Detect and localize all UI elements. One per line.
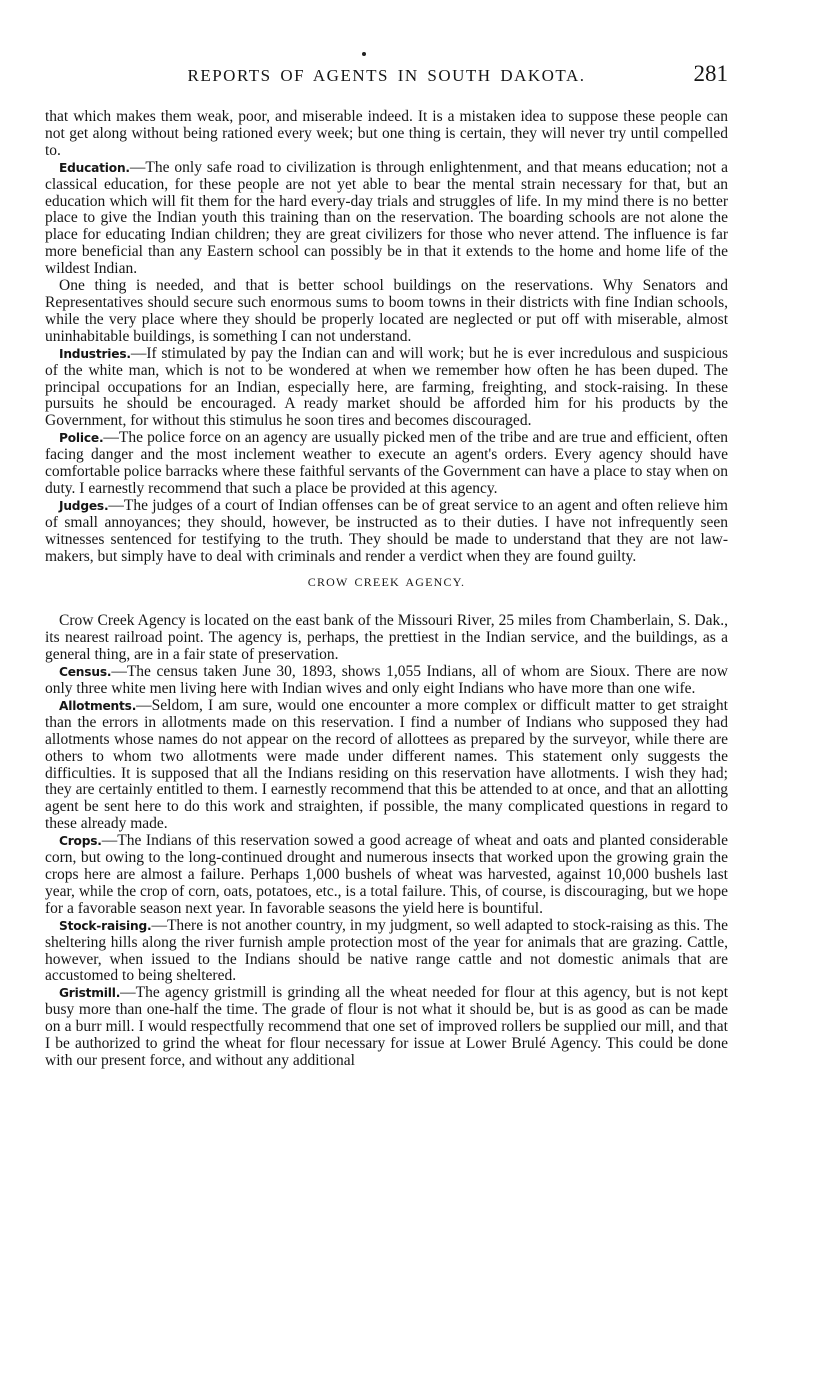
paragraph-text: —The police force on an agency are usually picked men of the tribe and are true and efficient, often facing danger and the most inclement weather to execute an agent's orders. Every agency should have comfortable police barracks where these faithful servants of the Government can have a place to stay when on duty. I earnestly recommend that such a place be provided at this agency. [45, 429, 729, 497]
paragraph-gristmill [45, 985, 728, 1070]
paragraph-text: —If stimulated by pay the Indian can and will work; but he is ever incredulous and suspicious of the white man, which is not to be wondered at when we remember how often he has been duped. The principal occupations for an Indian, especially here, are farming, freighting, and stock-raising. In these pursuits he should be encouraged. A ready market should be afforded him for his products by the Government, for without this stimulus he soon tires and becomes discouraged. [45, 344, 728, 430]
paragraph-text: —The judges of a court of Indian offenses can be of great service to an agent and often relieve him of small annoyances; they should, however, be instructed as to their duties. I have not infrequently seen witnesses sentenced for testifying to the truth. They should be made to understand that they are not law-makers, but simply have to deal with criminals and render a verdict when they are found guilty. [45, 496, 728, 565]
paragraph-text: —Seldom, I am sure, would one encounter a more complex or difficult matter to get straight than the errors in allotments made on this reservation. I find a number of Indians who supposed they had allotments whose names do not appear on the record of allottees as prepared by the surveyor, while there are others to whom two allotments were made under different names. This statement only suggests the difficulties. It is supposed that all the Indians residing on this reservation have allotments. I wish they had; they are certainly entitled to them. I earnestly recommend that this be attended to at once, and that an allotting agent be sent here to do this work and straighten, if possible, the many complicated questions in regard to these already made. [45, 696, 728, 833]
paragraph-police [45, 430, 728, 498]
section-title: CROW CREEK AGENCY. [307, 575, 466, 590]
paragraph-education [45, 160, 728, 278]
side-heading-gristmill: Gristmill. [59, 986, 121, 1001]
side-heading-stock-raising: Stock-raising. [59, 918, 152, 933]
side-heading-census: Census. [59, 665, 112, 680]
paragraph-judges [45, 498, 728, 566]
side-heading-crops: Crops. [59, 834, 102, 849]
paragraph-industries [45, 346, 728, 431]
side-heading-industries: Industries. [59, 346, 131, 361]
paragraph-text: —The agency gristmill is grinding all the wheat needed for flour at this agency, but is not kept busy more than one-half the time. The grade of flour is not what it should be, but is as good as can be made on a burr mill. I would respectfully recommend that one set of improved rollers be supplied our mill, and that I be authorized to grind the wheat for flour necessary for issue at Lower Brulé Agency. This could be done with our present force, and without any additional [45, 984, 728, 1069]
side-heading-education: Education. [59, 160, 130, 175]
body-text [45, 109, 728, 1070]
side-heading-allotments: Allotments. [59, 698, 137, 713]
side-heading-judges: Judges. [59, 498, 109, 513]
paragraph-census [45, 664, 728, 698]
document-page [45, 52, 728, 1070]
paragraph-allotments [45, 698, 728, 833]
paragraph-crops [45, 833, 728, 918]
paragraph-text: —The census taken June 30, 1893, shows 1,055 Indians, all of whom are Sioux. There are now only three white men living here with Indian wives and only eight Indians who have more than one wife. [45, 663, 728, 697]
paragraph-stock-raising [45, 918, 728, 986]
side-heading-police: Police. [59, 431, 104, 446]
paragraph-school-buildings [45, 278, 728, 346]
paragraph-continuation [45, 109, 728, 160]
paragraph-text: —The Indians of this reservation sowed a good acreage of wheat and oats and planted considerable corn, but owing to the long-continued drought and numerous insects that worked upon the growing grain the crops here are almost a failure. Perhaps 1,000 bushels of wheat was harvested, against 10,000 bushels last year, while the crop of corn, oats, potatoes, etc., is a total failure. This, of course, is discouraging, but we hope for a favorable season next year. In favorable seasons the yield here is bountiful. [45, 832, 728, 917]
paragraph-text: —The only safe road to civilization is through enlightenment, and that means education; not a classical education, for these people are not yet able to bear the mental strain necessary for that, but an education which will fit them for the hard every-day trials and struggles of life. In my mind there is no better place to give the Indian youth this training than on the reservation. The boarding schools are not alone the place for educating Indian children; they are great civilizers for those who never attend. The influence is far more beneficial than any Eastern school can possibly be in that it extends to the home and home life of the wildest Indian. [45, 158, 728, 278]
page-header [45, 52, 728, 92]
page-number: 281 [693, 61, 728, 86]
running-head: REPORTS OF AGENTS IN SOUTH DAKOTA. [187, 66, 586, 85]
paragraph-text: Crow Creek Agency is located on the east bank of the Missouri River, 25 miles from Chamberlain, S. Dak., its nearest railroad point. The agency is, perhaps, the prettiest in the Indian service, and the buildings, as a general thing, are in a fair state of preservation. [45, 612, 728, 664]
paragraph-text: that which makes them weak, poor, and miserable indeed. It is a mistaken idea to suppose these people can not get along without being rationed every week; but one thing is certain, they will never try until compelled to. [45, 108, 728, 159]
paragraph-text: —There is not another country, in my judgment, so well adapted to stock-raising as this. The sheltering hills along the river furnish ample protection most of the year for animals that are grazing. Cattle, however, when issued to the Indians should be native range cattle and not domestic animals that are accustomed to being sheltered. [45, 916, 728, 985]
paragraph-text: One thing is needed, and that is better school buildings on the reservations. Why Senators and Representatives should secure such enormous sums to boom towns in their districts with fine Indian schools, while the very place where they should be properly located are neglected or put off with miserable, almost uninhabitable buildings, is something I can not understand. [45, 277, 728, 345]
paragraph-location [45, 613, 728, 664]
